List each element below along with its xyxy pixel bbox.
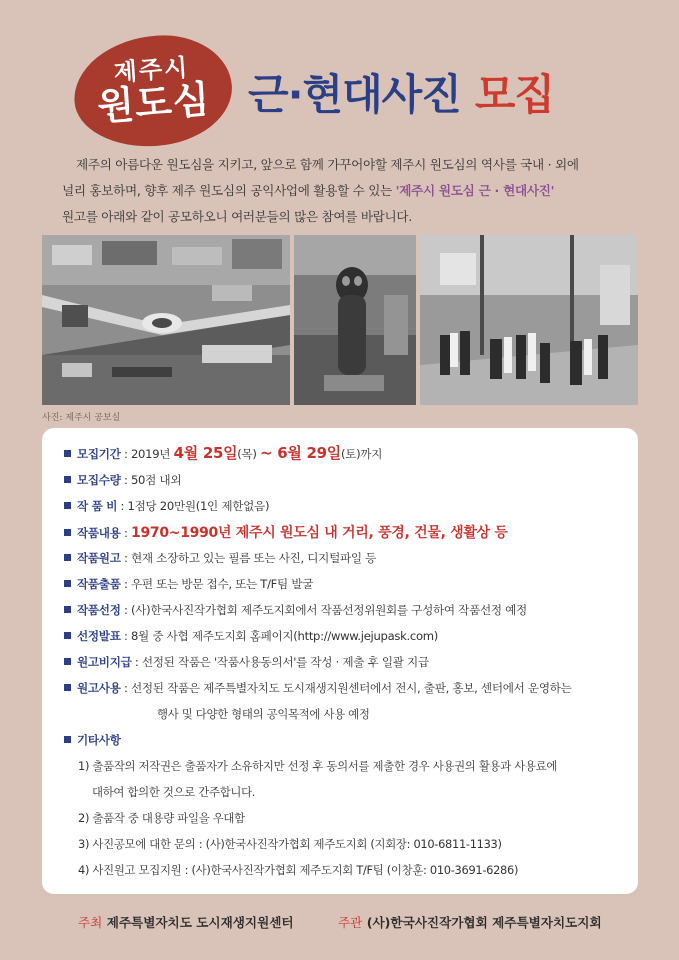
intro-highlight: '제주시 원도심 근 · 현대사진' bbox=[395, 183, 555, 198]
bullet-icon bbox=[64, 580, 71, 587]
badge-line2: 원도심 bbox=[95, 77, 212, 130]
etc-note-1a: 1) 출품작의 저작권은 출품자가 소유하지만 선정 후 동의서를 제출한 경우 사용권의 활용과 사용료에 bbox=[78, 759, 558, 773]
intro-line3: 원고를 아래와 같이 공모하오니 여러분들의 많은 참여를 바랍니다. bbox=[62, 209, 412, 224]
row-source bbox=[64, 550, 376, 566]
fee-label: 작 품 비 bbox=[77, 499, 118, 513]
wondosim-badge bbox=[70, 31, 235, 152]
stone-grandfather-photo bbox=[294, 235, 416, 405]
content-value: 1970~1990년 제주시 원도심 내 거리, 풍경, 건물, 생활상 등 bbox=[131, 525, 508, 541]
source-label: 작품원고 bbox=[77, 551, 121, 565]
photo-strip bbox=[42, 235, 638, 405]
bullet-icon bbox=[64, 606, 71, 613]
select-value: : (사)한국사진작가협회 제주도지회에서 작품선정위원회를 구성하여 작품선정 예정 bbox=[120, 603, 527, 617]
period-pre: : 2019년 bbox=[120, 447, 174, 461]
usage-value-line1: : 선정된 작품은 제주특별자치도 도시재생지원센터에서 전시, 출판, 홍보, 센터에서 운영하는 bbox=[120, 681, 572, 695]
intro-line2 bbox=[62, 178, 642, 204]
etc-note-4: 4) 사진원고 모집지원 : (사)한국사진작가협회 제주도지회 T/F팀 (이창훈: 010-3691-6286) bbox=[78, 863, 519, 877]
row-period bbox=[64, 442, 382, 463]
period-start: 4월 25일 bbox=[173, 444, 238, 462]
etc-note-3: 3) 사진공모에 대한 문의 : (사)한국사진작가협회 제주도지회 (지회장: 010-6811-1133) bbox=[78, 837, 502, 851]
select-label: 작품선정 bbox=[77, 603, 121, 617]
street-parade-photo bbox=[420, 235, 638, 405]
etc-label: 기타사항 bbox=[77, 733, 121, 747]
bullet-icon bbox=[64, 684, 71, 691]
row-select bbox=[64, 602, 527, 618]
announce-value: : 8월 중 사협 제주도지회 홈페이지(http://www.jejupask.com) bbox=[120, 629, 439, 643]
count-value: : 50점 내외 bbox=[120, 473, 182, 487]
source-value: : 현재 소장하고 있는 필름 또는 사진, 디지털파일 등 bbox=[120, 551, 377, 565]
row-announce bbox=[64, 628, 438, 644]
payment-label: 원고비지급 bbox=[77, 655, 132, 669]
row-payment bbox=[64, 654, 429, 670]
row-etc bbox=[64, 732, 121, 748]
intro-line1: 제주의 아름다운 원도심을 지키고, 앞으로 함께 가꾸어야할 제주시 원도심의 역사를 국내 · 외에 bbox=[76, 157, 579, 172]
period-label: 모집기간 bbox=[77, 447, 121, 461]
organizer-label: 주관 bbox=[338, 915, 363, 930]
bullet-icon bbox=[64, 476, 71, 483]
info-panel bbox=[42, 428, 638, 894]
organizer-name: (사)한국사진작가협회 제주특별자치도지회 bbox=[362, 915, 602, 930]
row-fee bbox=[64, 498, 269, 514]
content-label: 작품내용 bbox=[77, 526, 121, 540]
row-usage bbox=[64, 680, 572, 696]
fee-value: : 1점당 20만원(1인 제한없음) bbox=[117, 499, 270, 513]
period-end: 6월 29일 bbox=[272, 444, 341, 462]
intro-text bbox=[62, 152, 642, 230]
badge-line1: 제주시 bbox=[112, 53, 191, 87]
count-label: 모집수량 bbox=[77, 473, 121, 487]
submit-value: : 우편 또는 방문 접수, 또는 T/F팀 발굴 bbox=[120, 577, 314, 591]
usage-label: 원고사용 bbox=[77, 681, 121, 695]
usage-value-line2: 행사 및 다양한 형태의 공익목적에 사용 예정 bbox=[157, 707, 370, 721]
footer-host bbox=[78, 912, 294, 931]
title-accent: 모집 bbox=[474, 70, 554, 119]
row-count bbox=[64, 472, 181, 488]
footer-organizer bbox=[338, 912, 602, 931]
announce-label: 선정발표 bbox=[77, 629, 121, 643]
title-main: 근·현대사진 bbox=[248, 70, 461, 119]
etc-note-1b: 대하여 합의한 것으로 간주합니다. bbox=[92, 785, 256, 799]
bullet-icon bbox=[64, 502, 71, 509]
aerial-city-photo bbox=[42, 235, 290, 405]
row-content bbox=[64, 522, 508, 542]
host-label: 주최 bbox=[78, 915, 103, 930]
etc-note-2: 2) 출품작 중 대용량 파일을 우대함 bbox=[78, 811, 245, 825]
bullet-icon bbox=[64, 450, 71, 457]
bullet-icon bbox=[64, 736, 71, 743]
page-title bbox=[248, 62, 554, 122]
period-start-day: (목) bbox=[237, 447, 261, 461]
host-name: 제주특별자치도 도시재생지원센터 bbox=[102, 915, 294, 930]
bullet-icon bbox=[64, 658, 71, 665]
payment-value: : 선정된 작품은 '작품사용동의서'를 작성 · 제출 후 일괄 지급 bbox=[131, 655, 429, 669]
bullet-icon bbox=[64, 529, 71, 536]
photo-caption: 사진: 제주시 공보실 bbox=[42, 413, 121, 423]
submit-label: 작품출품 bbox=[77, 577, 121, 591]
intro-line2-text: 널리 홍보하며, 향후 제주 원도심의 공익사업에 활용할 수 있는 bbox=[62, 183, 396, 198]
row-submit bbox=[64, 576, 313, 592]
period-tilde: ~ bbox=[260, 444, 273, 462]
content-sep: : bbox=[120, 526, 131, 540]
period-end-day: (토)까지 bbox=[340, 447, 383, 461]
bullet-icon bbox=[64, 554, 71, 561]
bullet-icon bbox=[64, 632, 71, 639]
